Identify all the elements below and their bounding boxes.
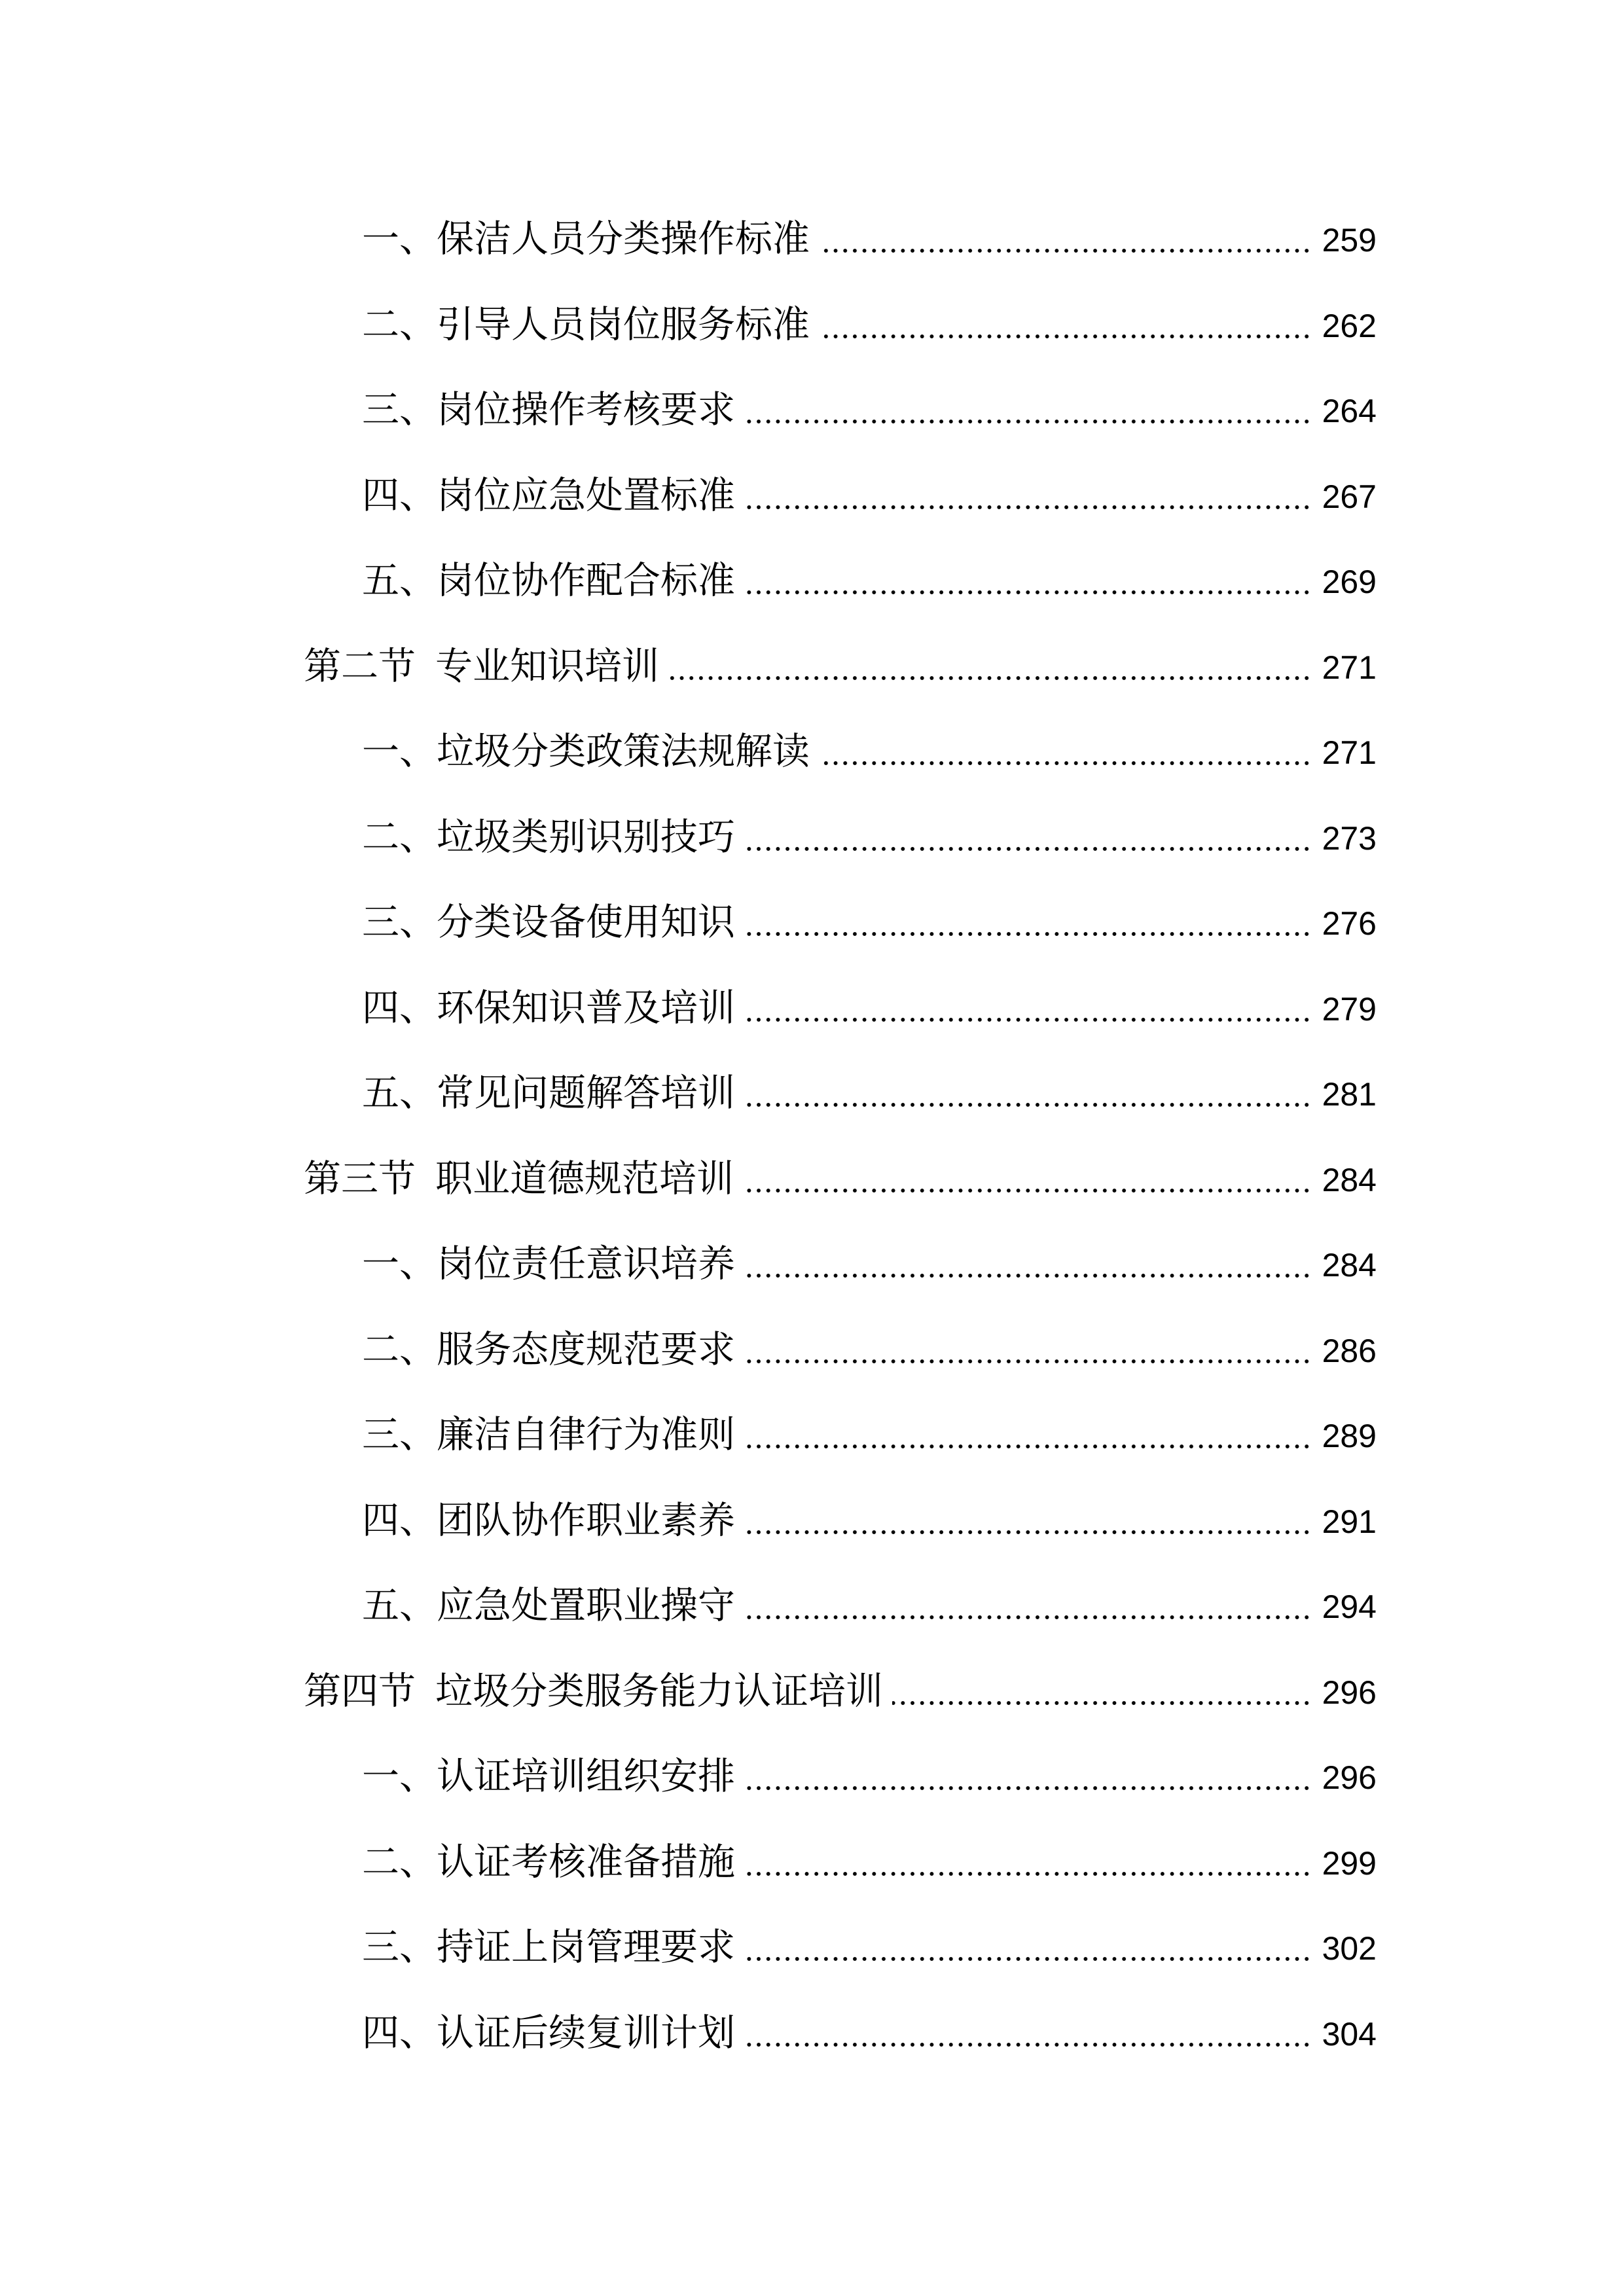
dot-leader (743, 1160, 1312, 1198)
dot-leader (744, 1331, 1312, 1369)
toc-entry-subsection[interactable] (0, 1563, 1624, 1649)
toc-entry-page-number: 267 (1322, 478, 1377, 515)
toc-entry-title: 四、认证后续复训计划 (362, 2011, 735, 2054)
toc-entry-subsection[interactable] (0, 795, 1624, 880)
toc-entry-title: 一、岗位责任意识培养 (362, 1242, 735, 1286)
toc-entry-page-number: 284 (1322, 1247, 1377, 1284)
toc-entry-heading (304, 644, 659, 688)
toc-entry-page-number: 276 (1322, 905, 1377, 942)
toc-entry-page-number: 304 (1322, 2015, 1377, 2053)
toc-entry-subsection[interactable] (0, 196, 1624, 282)
dot-leader (744, 1928, 1312, 1966)
toc-entry-page-number: 264 (1322, 393, 1377, 430)
dot-leader (744, 1416, 1312, 1454)
toc-entry-title: 二、垃圾类别识别技巧 (362, 815, 735, 859)
toc-entry-title: 二、引导人员岗位服务标准 (362, 302, 810, 346)
toc-entry-page-number: 302 (1322, 1930, 1377, 1967)
toc-entry-title: 三、廉洁自律行为准则 (362, 1413, 735, 1457)
toc-entry-title: 二、服务态度规范要求 (362, 1327, 735, 1371)
dot-leader (744, 2014, 1312, 2052)
toc-entry-page-number: 281 (1322, 1076, 1377, 1113)
dot-leader (744, 903, 1312, 941)
dot-leader (744, 1843, 1312, 1881)
toc-entry-title: 三、持证上岗管理要求 (362, 1926, 735, 1969)
toc-entry-heading (304, 1669, 883, 1713)
toc-entry-subsection[interactable] (0, 1392, 1624, 1478)
dot-leader (819, 732, 1312, 770)
toc-entry-subsection[interactable] (0, 1478, 1624, 1564)
dot-leader (819, 306, 1312, 344)
toc-entry-title: 一、认证培训组织安排 (362, 1755, 735, 1799)
toc-entry-subsection[interactable] (0, 965, 1624, 1051)
toc-entry-heading (304, 1157, 734, 1200)
toc-entry-title: 五、常见问题解答培训 (362, 1071, 735, 1115)
toc-entry-subsection[interactable] (0, 1905, 1624, 1990)
toc-entry-title: 五、岗位协作配合标准 (362, 559, 735, 603)
dot-leader (744, 1074, 1312, 1112)
dot-leader (744, 1245, 1312, 1283)
toc-entry-subsection[interactable] (0, 1990, 1624, 2076)
toc-entry-subsection[interactable] (0, 1050, 1624, 1136)
toc-entry-subsection[interactable] (0, 880, 1624, 965)
toc-entry-page-number: 284 (1322, 1161, 1377, 1198)
toc-entry-title: 一、垃圾分类政策法规解读 (362, 730, 810, 774)
dot-leader (744, 476, 1312, 514)
toc-entry-title: 职业道德规范培训 (435, 1157, 734, 1200)
section-number: 第三节 (304, 1157, 416, 1200)
toc-entry-page-number: 273 (1322, 819, 1377, 857)
dot-leader (668, 647, 1312, 685)
toc-entry-page-number: 279 (1322, 990, 1377, 1028)
toc-entry-title: 四、环保知识普及培训 (362, 986, 735, 1030)
table-of-contents (0, 196, 1624, 2075)
toc-entry-subsection[interactable] (0, 453, 1624, 539)
toc-entry-page-number: 269 (1322, 564, 1377, 601)
toc-entry-page-number: 259 (1322, 222, 1377, 259)
toc-entry-title: 四、团队协作职业素养 (362, 1498, 735, 1542)
dot-leader (892, 1672, 1312, 1710)
toc-entry-page-number: 296 (1322, 1759, 1377, 1797)
toc-entry-page-number: 262 (1322, 307, 1377, 344)
dot-leader (744, 1501, 1312, 1539)
toc-entry-subsection[interactable] (0, 538, 1624, 624)
toc-entry-page-number: 299 (1322, 1844, 1377, 1882)
toc-entry-section[interactable] (0, 624, 1624, 709)
toc-entry-subsection[interactable] (0, 367, 1624, 453)
toc-entry-page-number: 291 (1322, 1503, 1377, 1540)
toc-entry-page-number: 271 (1322, 734, 1377, 772)
toc-entry-page-number: 296 (1322, 1674, 1377, 1711)
toc-entry-title: 三、岗位操作考核要求 (362, 388, 735, 432)
toc-entry-title: 一、保洁人员分类操作标准 (362, 217, 810, 261)
section-number: 第四节 (304, 1669, 416, 1713)
toc-entry-section[interactable] (0, 1649, 1624, 1734)
toc-entry-page-number: 271 (1322, 649, 1377, 686)
dot-leader (744, 562, 1312, 600)
dot-leader (744, 989, 1312, 1027)
toc-entry-title: 专业知识培训 (435, 644, 659, 688)
toc-entry-title: 二、认证考核准备措施 (362, 1840, 735, 1884)
toc-entry-title: 垃圾分类服务能力认证培训 (435, 1669, 883, 1713)
dot-leader (744, 1757, 1312, 1795)
toc-entry-section[interactable] (0, 1136, 1624, 1222)
toc-entry-page-number: 286 (1322, 1332, 1377, 1369)
toc-entry-subsection[interactable] (0, 709, 1624, 795)
toc-entry-subsection[interactable] (0, 282, 1624, 368)
toc-entry-title: 五、应急处置职业操守 (362, 1584, 735, 1628)
toc-entry-page-number: 289 (1322, 1418, 1377, 1455)
toc-entry-title: 四、岗位应急处置标准 (362, 473, 735, 517)
toc-entry-subsection[interactable] (0, 1734, 1624, 1820)
toc-entry-page-number: 294 (1322, 1588, 1377, 1626)
toc-entry-title: 三、分类设备使用知识 (362, 901, 735, 944)
dot-leader (744, 818, 1312, 856)
toc-entry-subsection[interactable] (0, 1820, 1624, 1905)
toc-entry-subsection[interactable] (0, 1307, 1624, 1393)
dot-leader (744, 391, 1312, 429)
toc-entry-subsection[interactable] (0, 1221, 1624, 1307)
dot-leader (819, 220, 1312, 258)
section-number: 第二节 (304, 644, 416, 688)
dot-leader (744, 1587, 1312, 1624)
